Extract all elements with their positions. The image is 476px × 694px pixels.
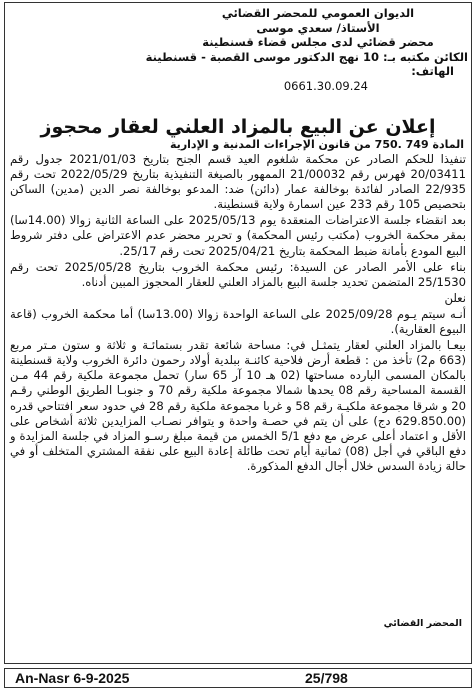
office-header	[145, 6, 468, 93]
newspaper-footer	[4, 668, 472, 688]
announcement-ref: 25/798	[305, 670, 348, 686]
phone-number: 0661.30.09.24	[283, 78, 368, 93]
newspaper-date: An-Nasr 6-9-2025	[15, 670, 130, 686]
announcement-body	[10, 152, 466, 475]
page-title: إعلان عن البيع بالمزاد العلني لعقار محجوز	[40, 116, 436, 138]
bailiff-court: محضر قضائي لدى مجلس قضاء قسنطينة	[202, 35, 434, 49]
paragraph-objections: بعد انقضاء جلسة الاعتراضات المنعقدة يوم 2025/05/13 على الساعة الثانية زوالا (14.00سا) بمقر محكمة الخروب (مكتب رئيس المحكمة) و تحرير محضر عدم الاعتراض على دفتر شروط البيع المودع بأمانة ضبط المحكمة بتاريخ 2025/04/21 تحت رقم 25/17.	[10, 213, 467, 258]
law-reference: المادة 749 .750 من قانون الإجراءات المدنية و الإدارية	[170, 138, 464, 151]
paragraph-order: بناء على الأمر الصادر عن السيدة: رئيس محكمة الخروب بتاريخ 2025/05/28 تحت رقم 25/1530 المتضمن تحديد جلسة البيع بالمزاد العلني للعقار المحجوز المبين أدناه.	[10, 259, 466, 289]
paragraph-announce: نعلن	[444, 290, 466, 305]
paragraph-judgment: تنفيذا للحكم الصادر عن محكمة شلغوم العيد قسم الجنح بتاريخ 2021/01/03 جدول رقم 20/03411 فهرس رقم 21/00032 الممهور بالصيغة التنفيذية بتاريخ 2022/05/29 تحت رقم 22/935 الصادر لفائدة بوخالفة عمار (دائن) ضد: المدعو بوخالفة نصر الدين (مدين) الساكن بتحصيص 105 رقم 233 عين اسمارة ولاية قسنطينة.	[10, 152, 466, 212]
paragraph-session: أنـه سيتم يـوم 2025/09/28 على الساعة الواحدة زوالا (13.00سا) أما محكمة الخروب (قاعة البيوع العقارية).	[10, 306, 467, 337]
phone-label: الهاتف:	[411, 64, 454, 78]
signature: المحضر القضائي	[383, 618, 462, 629]
phone-number-line	[168, 79, 468, 94]
bailiff-name: الأستاذ/ سعدي موسى	[256, 20, 380, 35]
office-title: الديوان العمومي للمحضر القضائي	[221, 6, 415, 20]
office-address: الكائن مكتبه بـ: 10 نهج الدكتور موسى القصبة - قسنطينة	[145, 49, 468, 64]
phone-line	[168, 64, 468, 79]
paragraph-property: بيعـا بالمزاد العلني لعقار يتمثـل في: مساحة شائعة تقدر بستمائـة و ثلاثة و ستون مـتر مربع (663 م2) تأخذ من : قطعة أرض فلاحية كائنـة ببلدية أولاد رحمون دائرة الخروب ولاية قسنطينة بالمكان المسمى البارده مساحتها (02 هـ 10 آر 65 سار) تحمل مجموعة ملكية رقم 44 مـن القسمة المساحية رقم 08 يحدها شمالا مجموعة ملكية رقم 70 و جنوبـا الطريق الوطني رقـم 20 و شرقا مجموعة ملكيـة رقم 58 و غربا مجموعة ملكية رقم 28 في حدود سعر افتتاحي قدره (629.850.00 دج) على أن يتم في حصـة واحدة و يتوافر نصـاب المزايدين ثلاثة أشخاص على الأقل و اعتماد أعلى عرض مع دفع 5/1 الخمس من قيمة مبلغ رسـو المزاد في جلسة المزايدة و دفع الباقي في أجل (08) ثمانية أيام تحت طائلة إعادة البيع على نفقة المشتري المتخلف أو في حالة زيادة السدس خلال أجال الدفع المذكورة.	[10, 338, 467, 473]
